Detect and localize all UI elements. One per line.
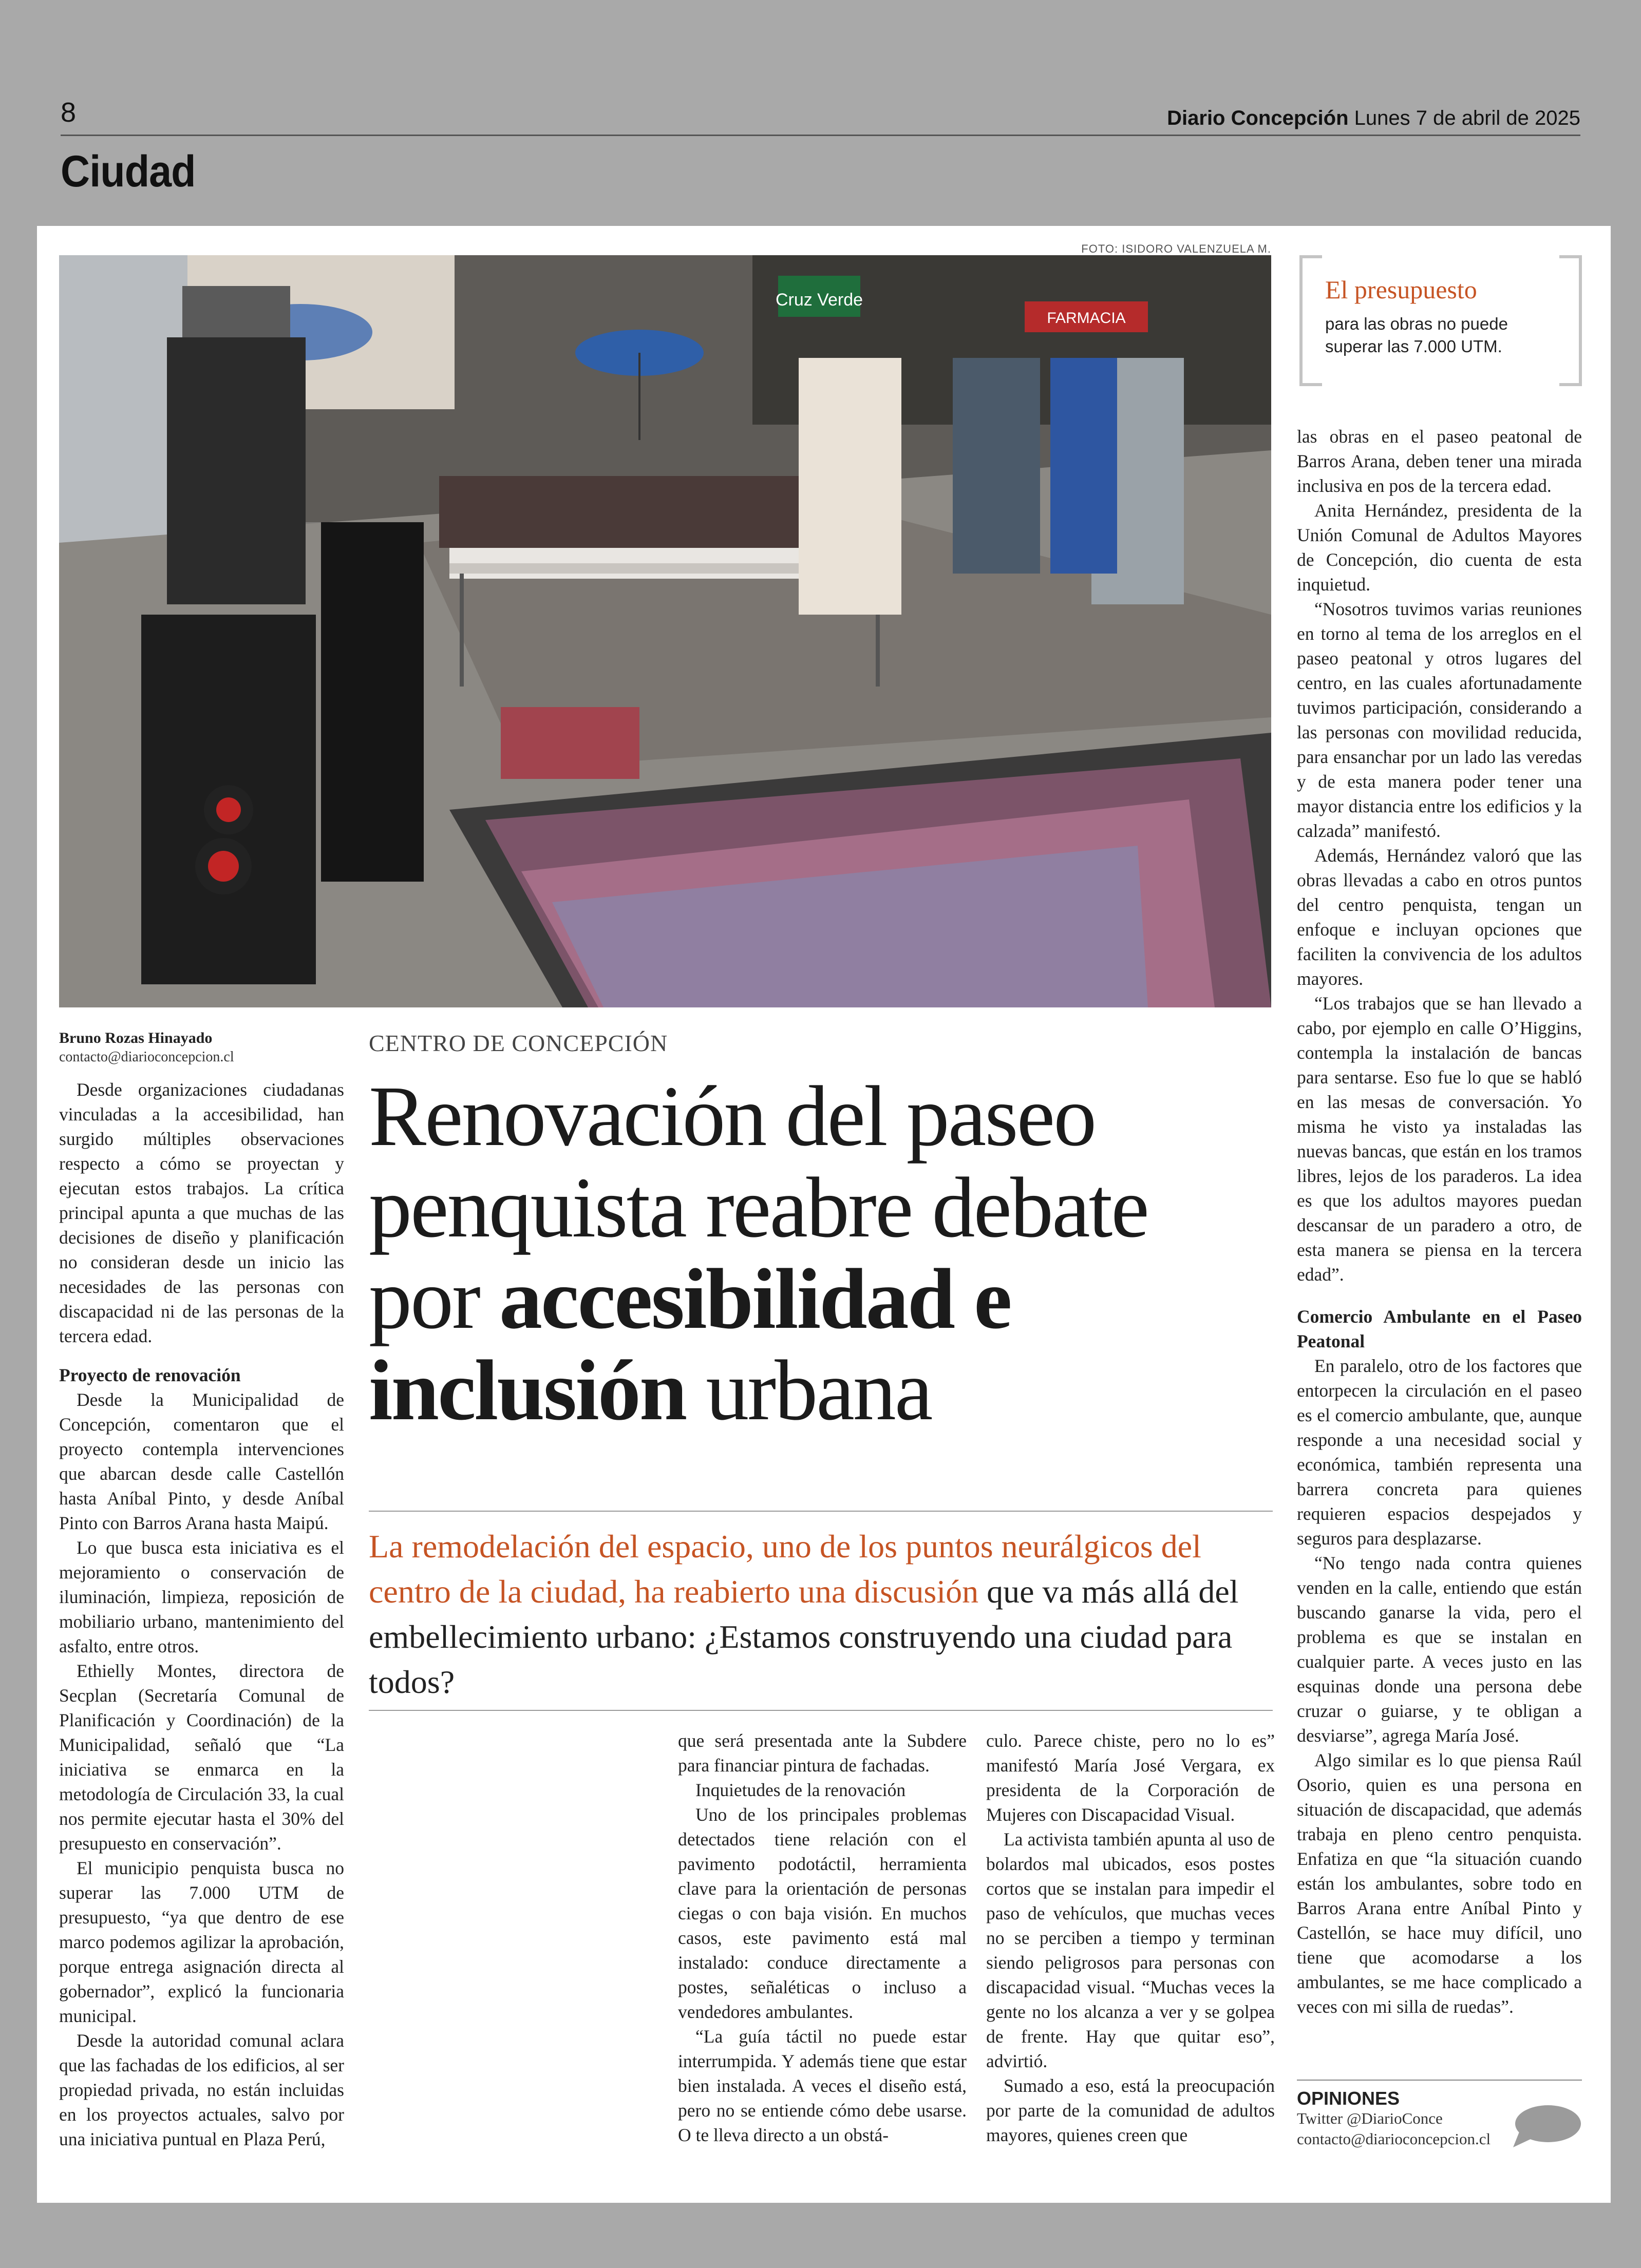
inline-subheading: Inquietudes de la renovación — [695, 1780, 906, 1800]
callout-bracket-left — [1299, 255, 1322, 386]
headline-bold: inclusión — [369, 1343, 686, 1438]
deck-rule-top — [369, 1511, 1273, 1512]
masthead — [1167, 107, 1580, 130]
paragraph: “Nosotros tuvimos varias reuniones en torno al tema de los arreglos en el paseo peatonal y otros lugares del centro, en las cuales afortunadamente tuvimos participación, considerando a las personas con movilidad reducida, para ensanchar por un lado las veredas y de esta manera poder tener una mayor distancia entre los edificios y la calzada” manifestó. — [1297, 599, 1582, 841]
paragraph: La activista también apunta al uso de bolardos mal ubicados, esos postes cortos que se instalan para impedir el paso de vehículos, que muchas veces no se perciben a tiempo y terminan siendo peligrosos para personas con discapacidad visual. “Muchas veces la gente no los alcanza a ver y se golpea de frente. Hay que quitar eso”, advirtió. — [986, 1829, 1275, 2071]
paragraph: “La guía táctil no puede estar interrumpida. Y además tiene que estar bien instalada. A veces el diseño está, pero no se entiende cómo debe usarse. O te lleva directo a un obstá- — [678, 2026, 967, 2145]
paragraph: Lo que busca esta iniciativa es el mejoramiento o conservación de iluminación, limpieza, reposición de mobiliario urbano, mantenimiento del asfalto, entre otros. — [59, 1537, 344, 1656]
paragraph: Anita Hernández, presidenta de la Unión Comunal de Adultos Mayores de Concepción, dio cuenta de esta inquietud. — [1297, 500, 1582, 595]
budget-callout — [1299, 255, 1582, 381]
body-column-3 — [986, 1728, 1275, 2147]
sign-cruz-verde: Cruz Verde — [775, 290, 863, 310]
paragraph: El municipio penquista busca no superar las 7.000 UTM de presupuesto, “ya que dentro de ese marco podemos agilizar la aprobación, porque entrega asignación directa al gobernador”, explicó la funcionaria municipal. — [59, 1858, 344, 2026]
headline-line-3 — [369, 1253, 1288, 1345]
headline — [369, 1071, 1288, 1436]
opinions-twitter[interactable]: Twitter @DiarioConce — [1297, 2109, 1443, 2127]
opinions-rule — [1297, 2080, 1582, 2081]
body-column-4 — [1297, 424, 1582, 2019]
headline-bold: accesibilidad e — [499, 1251, 1011, 1347]
paragraph: culo. Parece chiste, pero no lo es” manifestó María José Vergara, ex presidenta de la Corporación de Mujeres con Discapacidad Visual. — [986, 1730, 1275, 1825]
section-title: Ciudad — [61, 147, 196, 196]
subheading: Proyecto de renovación — [59, 1365, 241, 1385]
speech-bubble-icon — [1510, 2103, 1582, 2149]
callout-title: El presupuesto — [1325, 275, 1477, 304]
deck-rest: que va más allá del embellecimiento urbano: ¿Estamos construyendo una ciudad para todos? — [369, 1573, 1239, 1700]
paragraph: “No tengo nada contra quienes venden en la calle, entiendo que están buscando ganarse la vida, pero el problema es que se instalan en cualquier parte. A veces justo en las esquinas donde una persona debe cruzar o guiarse, y te obligan a desviarse”, agrega María José. — [1297, 1553, 1582, 1746]
body-column-2 — [678, 1728, 967, 2147]
subheading: Comercio Ambulante en el Paseo Peatonal — [1297, 1306, 1582, 1351]
paper-name: Diario Concepción — [1167, 107, 1349, 129]
opinions-title: OPINIONES — [1297, 2088, 1400, 2109]
paragraph: las obras en el paseo peatonal de Barros Arana, deben tener una mirada inclusiva en pos de la tercera edad. — [1297, 426, 1582, 496]
deck-rule-bottom — [369, 1710, 1273, 1711]
callout-text: para las obras no puede superar las 7.000 UTM. — [1325, 314, 1508, 356]
paragraph: Uno de los principales problemas detectados tiene relación con el pavimento podotáctil, herramienta clave para la orientación de personas ciegas o con baja visión. En muchos casos, este pavimento está mal instalado: conduce directamente a postes, señaléticas o incluso a vendedores ambulantes. — [678, 1804, 967, 2022]
paragraph: que será presentada ante la Subdere para financiar pintura de fachadas. — [678, 1730, 967, 1776]
photo-credit: FOTO: ISIDORO VALENZUELA M. — [1081, 242, 1271, 255]
kicker: CENTRO DE CONCEPCIÓN — [369, 1030, 668, 1056]
paragraph: Ethielly Montes, directora de Secplan (Secretaría Comunal de Planificación y Coordinación) de la Municipalidad, señaló que “La iniciativa se enmarca en la metodología de Circulación 33, la cual nos permite ejecutar hasta el 30% del presupuesto en conservación”. — [59, 1661, 344, 1854]
headline-line-4 — [369, 1345, 1288, 1436]
headline-plain: urbana — [706, 1343, 932, 1438]
body-column-1 — [59, 1077, 344, 2151]
article-photo — [59, 255, 1271, 1007]
byline-author: Bruno Rozas Hinayado — [59, 1030, 213, 1046]
street-scene-illustration — [59, 255, 1271, 1007]
page-number: 8 — [61, 97, 77, 128]
headline-line-1: Renovación del paseo — [369, 1069, 1096, 1164]
sign-farmacia: FARMACIA — [1047, 310, 1126, 327]
issue-date: Lunes 7 de abril de 2025 — [1354, 107, 1580, 129]
deck — [369, 1524, 1273, 1705]
opinions-email[interactable]: contacto@diarioconcepcion.cl — [1297, 2130, 1491, 2148]
paragraph: Sumado a eso, está la preocupación por parte de la comunidad de adultos mayores, quienes creen que — [986, 2075, 1275, 2145]
paragraph: Algo similar es lo que piensa Raúl Osorio, quien es una persona en situación de discapacidad, que además trabaja en pleno centro penquista. Enfatiza en que “la situación cuando están los ambulantes, sobre todo en Barros Arana entre Aníbal Pinto y Castellón, se hace muy difícil, uno tiene que acomodarse a los ambulantes, se me hace complicado a veces con mi silla de ruedas”. — [1297, 1750, 1582, 2017]
paragraph: Desde organizaciones ciudadanas vinculadas a la accesibilidad, han surgido múltiples observaciones respecto a cómo se proyectan y ejecutan estos trabajos. La crítica principal apunta a que muchas de las decisiones de diseño y planificación no consideran desde un inicio las necesidades de las personas con discapacidad ni de las personas de la tercera edad. — [59, 1079, 344, 1346]
paragraph: Desde la autoridad comunal aclara que las fachadas de los edificios, al ser propiedad privada, no están incluidas en los proyectos actuales, salvo por una iniciativa puntual en Plaza Perú, — [59, 2030, 344, 2149]
paragraph: “Los trabajos que se han llevado a cabo, por ejemplo en calle O’Higgins, contempla la instalación de bancas para sentarse. Eso fue lo que se habló en las mesas de conversación. Yo misma he visto ya instaladas las nuevas bancas, que están en los tramos libres, lejos de los paraderos. La idea es que los adultos mayores puedan descansar de un paradero a otro, de esta manera se piensa en la tercera edad”. — [1297, 993, 1582, 1285]
paragraph: Desde la Municipalidad de Concepción, comentaron que el proyecto contempla intervenciones que abarcan desde calle Castellón hasta Aníbal Pinto, y desde Aníbal Pinto con Barros Arana hasta Maipú. — [59, 1389, 344, 1533]
byline-email: contacto@diarioconcepcion.cl — [59, 1049, 234, 1065]
headline-plain: por — [369, 1251, 479, 1347]
headline-line-2: penquista reabre debate — [369, 1160, 1148, 1255]
callout-bracket-right — [1559, 255, 1582, 386]
deck-highlight: La remodelación del espacio, uno de los puntos neurálgicos del centro de la ciudad, ha reabierto una discusión — [369, 1528, 1201, 1610]
header-rule — [61, 135, 1580, 136]
paragraph: Además, Hernández valoró que las obras llevadas a cabo en otros puntos del centro penquista, tengan un enfoque e incluyan opciones que faciliten la convivencia de los adultos mayores. — [1297, 845, 1582, 989]
paragraph: En paralelo, otro de los factores que entorpecen la circulación en el paseo es el comercio ambulante, que, aunque responde a una necesidad social y económica, también representa una barrera concreta para quienes requieren espacios despejados y seguros para desplazarse. — [1297, 1356, 1582, 1549]
